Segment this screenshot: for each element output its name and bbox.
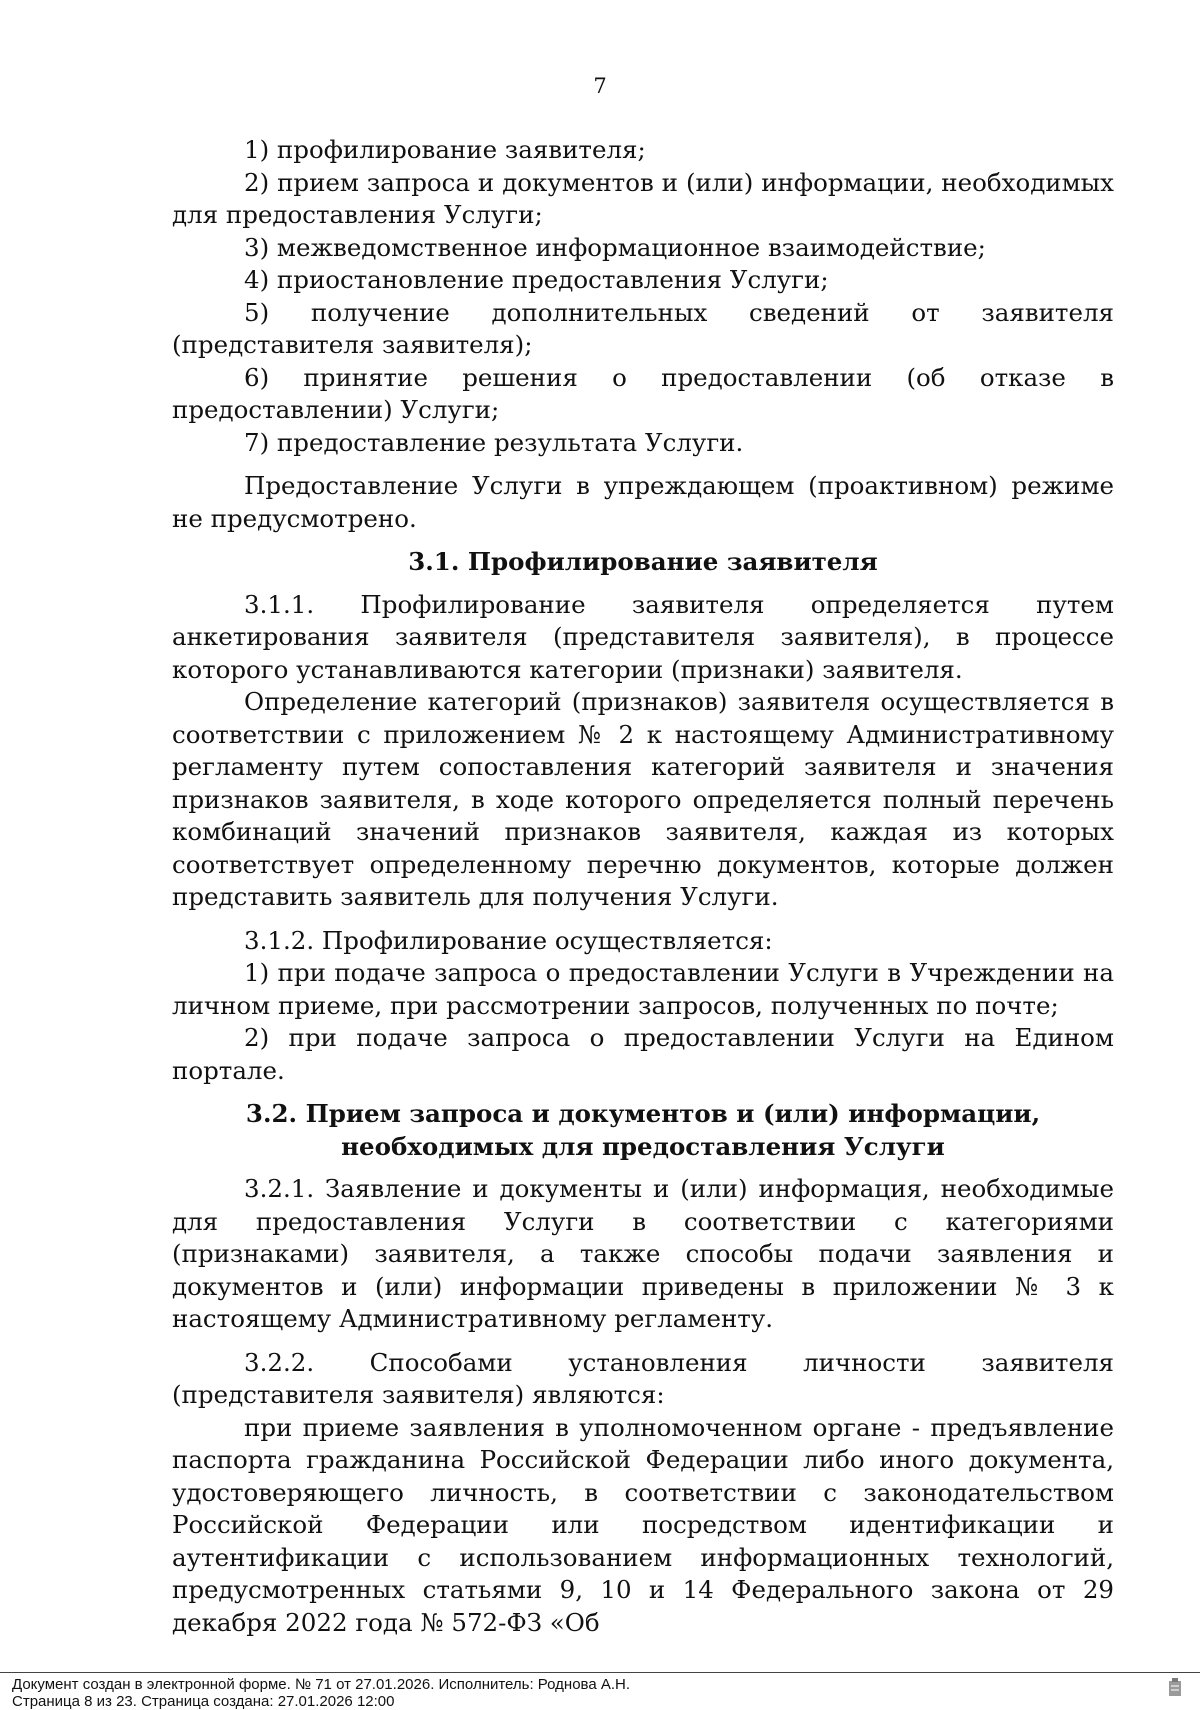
list-item: 1) профилирование заявителя; [244, 135, 646, 164]
list-item: 7) предоставление результата Услуги. [244, 427, 744, 457]
footer [12, 1676, 630, 1710]
page-number: 7 [593, 74, 607, 98]
footer-line-2: Страница 8 из 23. Страница создана: 27.01.2026 12:00 [12, 1693, 395, 1710]
paragraph: 3.1.1. Профилирование заявителя определяется путем анкетирования заявителя (представителя заявителя), в процессе которого устанавливаются категории (признаки) заявителя. [172, 589, 1114, 684]
list-item: 2) прием запроса и документов и (или) информации, необходимых для предоставления Услуги; [172, 167, 1114, 229]
list-item: 3) межведомственное информационное взаимодействие; [244, 232, 986, 262]
list-item: 2) при подаче запроса о предоставлении Услуги на Едином портале. [172, 1023, 1114, 1085]
list-item: 4) приостановление предоставления Услуги; [244, 265, 829, 294]
section-heading: 3.1. Профилирование заявителя [408, 547, 878, 576]
emblem-icon [1166, 1678, 1184, 1698]
list-item: 6) принятие решения о предоставлении (об отказе в предоставлении) Услуги; [172, 362, 1114, 424]
paragraph: 3.2.1. Заявление и документы и (или) информация, необходимые для предоставления Услуги в соответствии с категориями (признаками) заявителя, а также способы подачи заявления и документов и (или) информации приведены в приложении № 3 к настоящему Административному регламенту. [172, 1174, 1114, 1333]
footer-line-1: Документ создан в электронной форме. № 71 от 27.01.2026. Исполнитель: Роднова А.Н. [12, 1676, 631, 1693]
document-body [172, 134, 1114, 1639]
section-heading: 3.2. Прием запроса и документов и (или) информации, необходимых для предоставления Услуги [245, 1099, 1041, 1161]
paragraph: 3.2.2. Способами установления личности заявителя (представителя заявителя) являются: [172, 1347, 1114, 1409]
list-item: 1) при подаче запроса о предоставлении Услуги в Учреждении на личном приеме, при рассмотрении запросов, полученных по почте; [172, 958, 1114, 1020]
paragraph: Предоставление Услуги в упреждающем (проактивном) режиме не предусмотрено. [172, 471, 1114, 533]
footer-divider [0, 1672, 1200, 1673]
paragraph: 3.1.2. Профилирование осуществляется: [244, 925, 773, 955]
list-item: 5) получение дополнительных сведений от заявителя (представителя заявителя); [172, 297, 1114, 359]
paragraph: Определение категорий (признаков) заявителя осуществляется в соответствии с приложением № 2 к настоящему Административному регламенту путем сопоставления категорий заявителя и значения признаков заявителя, в ходе которого определяется полный перечень комбинаций значений признаков заявителя, каждая из которых соответствует определенному перечню документов, которые должен представить заявитель для получения Услуги. [172, 687, 1114, 911]
paragraph: при приеме заявления в уполномоченном органе - предъявление паспорта гражданина Российской Федерации либо иного документа, удостоверяющего личность, в соответствии с законодательством Российской Федерации или посредством идентификации и аутентификации с использованием информационных технологий, предусмотренных статьями 9, 10 и 14 Федерального закона от 29 декабря 2022 года № 572-ФЗ «Об [172, 1412, 1114, 1637]
